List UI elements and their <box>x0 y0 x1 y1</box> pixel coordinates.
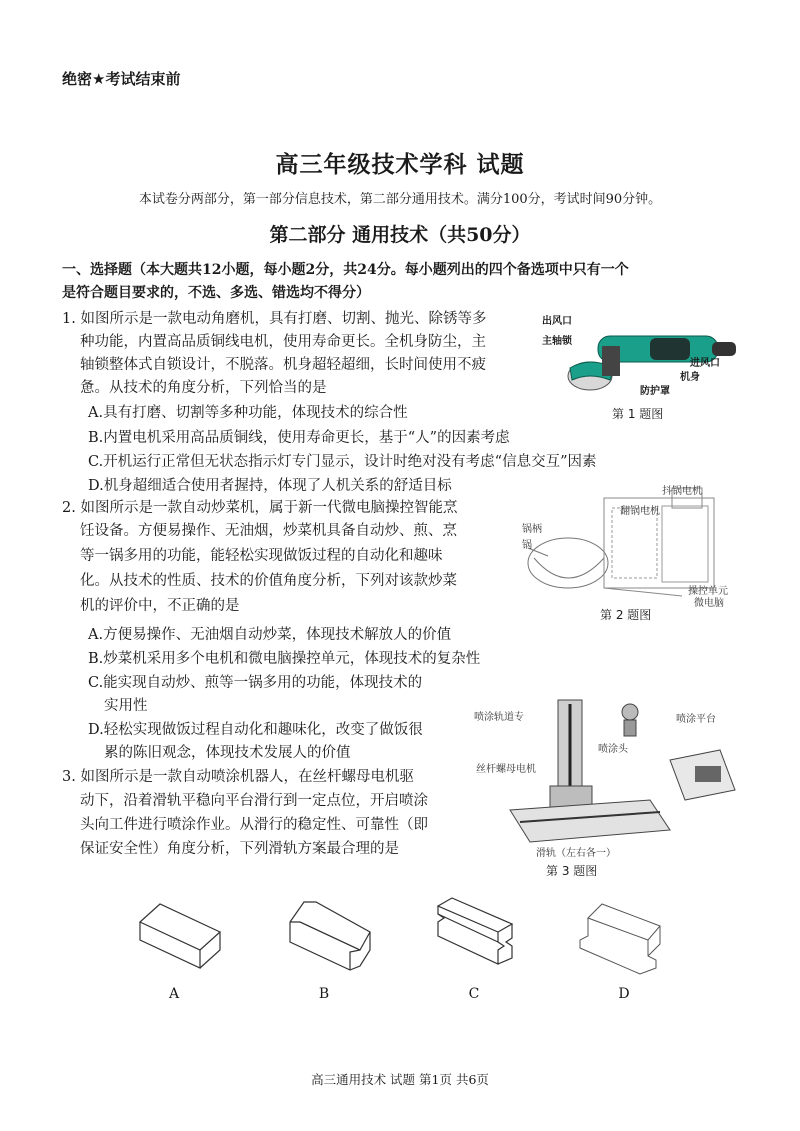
q1-option-a: A.具有打磨、切割等多种功能，体现技术的综合性 <box>88 405 408 421</box>
fig1-label-spindle-lock: 主轴锁 <box>542 336 572 347</box>
rail-option-b-shape <box>290 902 370 970</box>
exam-intro: 本试卷分两部分，第一部分信息技术，第二部分通用技术。满分100分，考试时间90分钟。 <box>138 192 662 207</box>
rail-option-d-shape <box>580 904 660 974</box>
q1-option-d: D.机身超细适合使用者握持，体现了人机关系的舒适目标 <box>88 478 452 494</box>
q3-stem-line3: 头向工件进行喷涂作业。从滑行的稳定性、可靠性（即 <box>80 817 428 833</box>
fig2-label-pot: 锅 <box>522 540 532 551</box>
q2-stem-line3: 等一锅多用的功能，能轻松实现做饭过程的自动化和趣味 <box>80 548 443 564</box>
rail-option-a-shape <box>140 904 220 968</box>
rail-options <box>120 892 680 982</box>
figure-3-caption: 第 3 题图 <box>546 864 598 878</box>
fig2-label-shake-motor: 抖锅电机 <box>662 486 702 497</box>
q2-option-b: B.炒菜机采用多个电机和微电脑操控单元，体现技术的复杂性 <box>88 651 481 667</box>
section-heading-line1: 一、选择题（本大题共12小题，每小题2分，共24分。每小题列出的四个备选项中只有一个 <box>62 262 629 278</box>
fig1-label-outlet: 出风口 <box>542 316 572 327</box>
fig3-label-screw-motor: 丝杆螺母电机 <box>476 764 536 775</box>
q1-stem-line1: 1. 如图所示是一款电动角磨机，具有打磨、切割、抛光、除锈等多 <box>62 311 487 327</box>
q1-stem-line4: 惫。从技术的角度分析，下列恰当的是 <box>80 380 327 396</box>
q2-option-c-line2: 实用性 <box>104 698 148 714</box>
q1-option-c: C.开机运行正常但无状态指示灯专门显示，设计时绝对没有考虑“信息交互”因素 <box>88 454 597 470</box>
q2-stem-line4: 化。从技术的性质、技术的价值角度分析，下列对该款炒菜 <box>80 573 457 589</box>
fig1-label-guard: 防护罩 <box>640 386 670 397</box>
q3-stem-line4: 保证安全性）角度分析，下列滑轨方案最合理的是 <box>80 841 399 857</box>
q2-option-c-line1: C.能实现自动炒、煎等一锅多用的功能，体现技术的 <box>88 675 423 691</box>
q2-stem-line2: 饪设备。方便易操作、无油烟，炒菜机具备自动炒、煎、烹 <box>80 523 457 539</box>
q2-option-a: A.方便易操作、无油烟自动炒菜，体现技术解放人的价值 <box>88 627 452 643</box>
fig1-label-inlet: 进风口 <box>690 358 720 369</box>
figure-3 <box>474 690 742 860</box>
figure-1 <box>540 306 740 416</box>
fig2-label-control-unit: 操控单元 <box>688 586 728 597</box>
q1-option-b: B.内置电机采用高品质铜线，使用寿命更长，基于“人”的因素考虑 <box>88 430 510 446</box>
secret-mark: 绝密★考试结束前 <box>62 70 181 88</box>
rail-option-c-label: C <box>468 986 480 1002</box>
q1-stem-line2: 种功能，内置高品质铜线电机，使用寿命更长。全机身防尘，主 <box>80 334 486 350</box>
page-title: 高三年级技术学科 试题 <box>275 151 525 178</box>
q2-stem-line1: 2. 如图所示是一款自动炒菜机，属于新一代微电脑操控智能烹 <box>62 500 458 516</box>
q2-option-d-line1: D.轻松实现做饭过程自动化和趣味化，改变了做饭很 <box>88 722 423 738</box>
rail-option-b-label: B <box>318 986 330 1002</box>
q3-stem-line2: 动下，沿着滑轨平稳向平台滑行到一定点位，开启喷涂 <box>80 793 428 809</box>
fig3-label-spray-platform: 喷涂平台 <box>676 714 716 725</box>
page-footer: 高三通用技术 试题 第1页 共6页 <box>311 1072 489 1087</box>
fig3-label-slide-rail: 滑轨（左右各一） <box>536 848 616 859</box>
q2-stem-line5: 机的评价中，不正确的是 <box>80 598 240 614</box>
part-title: 第二部分 通用技术（共50分） <box>269 224 531 246</box>
section-heading <box>62 259 742 305</box>
fig3-label-spray-track: 喷涂轨道专 <box>474 712 524 723</box>
figure-2-caption: 第 2 题图 <box>600 608 652 622</box>
rail-option-d-label: D <box>618 986 630 1002</box>
figure-2 <box>512 478 742 609</box>
figure-1-caption: 第 1 题图 <box>612 407 664 421</box>
fig2-label-pot-handle: 锅柄 <box>522 524 542 535</box>
fig2-label-microcomputer: 微电脑 <box>694 598 724 609</box>
fig3-label-spray-head: 喷涂头 <box>598 744 628 755</box>
q2-option-d-line2: 累的陈旧观念，体现技术发展人的价值 <box>104 745 351 761</box>
rail-option-a-label: A <box>168 986 180 1002</box>
rail-option-c-shape <box>438 898 512 964</box>
q3-stem-line1: 3. 如图所示是一款自动喷涂机器人，在丝杆螺母电机驱 <box>62 769 414 785</box>
q1-stem-line3: 轴锁整体式自锁设计，不脱落。机身超轻超细，长时间使用不疲 <box>80 357 486 373</box>
fig1-label-body: 机身 <box>680 372 700 383</box>
fig2-label-flip-motor: 翻锅电机 <box>620 506 660 517</box>
section-heading-line2: 是符合题目要求的，不选、多选、错选均不得分） <box>62 285 370 301</box>
